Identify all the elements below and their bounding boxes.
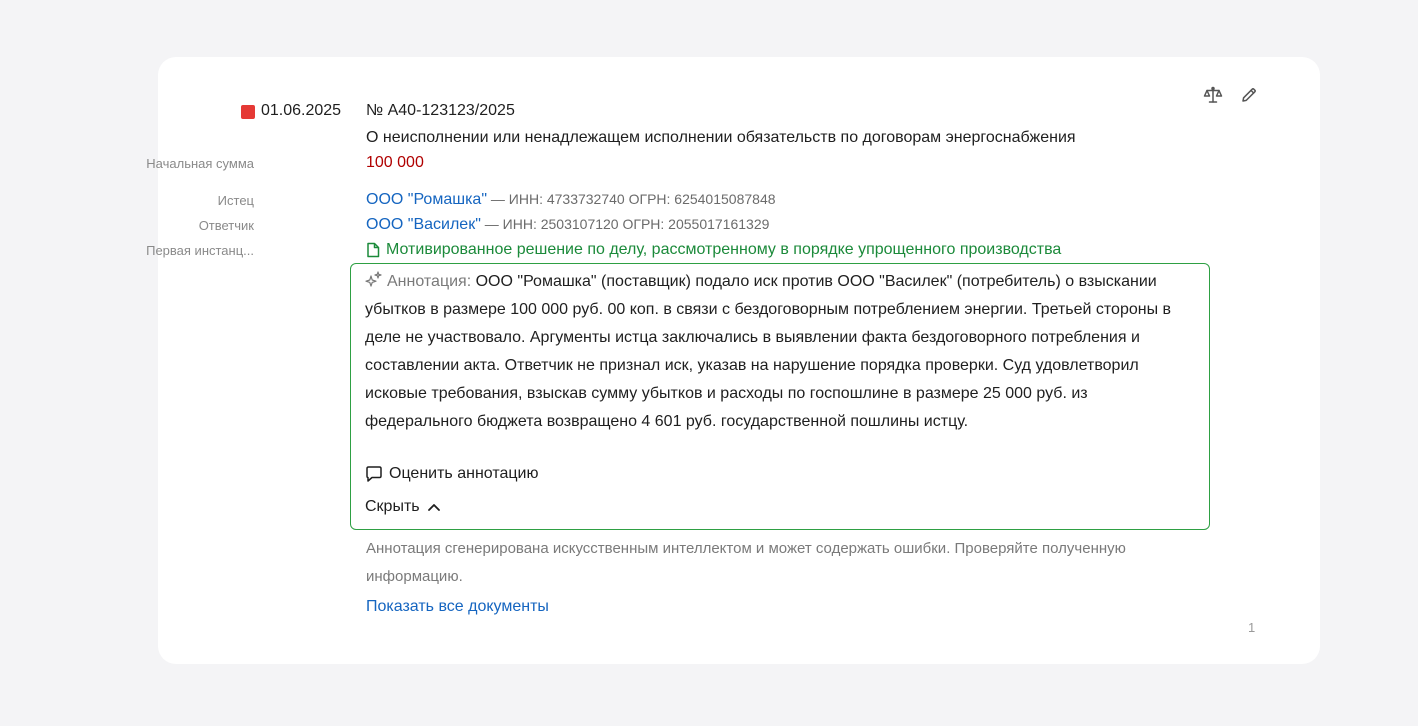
card-actions [1202, 84, 1260, 106]
annotation-body [365, 268, 1197, 436]
page-number: 1 [1248, 620, 1256, 635]
show-all-documents-link[interactable]: Показать все документы [366, 598, 549, 615]
defendant-name-link[interactable]: ООО "Василек" [366, 216, 481, 233]
annotation-text: ООО "Ромашка" (поставщик) подало иск против ООО "Василек" (потребитель) о взыскании убытков в размере 100 000 руб. 00 коп. в связи с бездоговорным потреблением энергии. Третьей стороны в деле не участвовало. Аргументы истца заключались в выявлении факта бездоговорного потребления и составлении акта. Ответчик не признал иск, указав на нарушение порядка проверки. Суд удовлетворил исковые требования, взыскав сумму убытков и расходы по госпошлине в размере 25 000 руб. из федерального бюджета возвращено 4 601 руб. государственной пошлины истцу. [365, 273, 1172, 430]
first-instance-document-title: Мотивированное решение по делу, рассмотренному в порядке упрощенного производства [386, 241, 1062, 258]
ai-disclaimer: Аннотация сгенерирована искусственным интеллектом и может содержать ошибки. Проверяйте полученную информацию. [366, 540, 1126, 585]
plaintiff-name-link[interactable]: ООО "Ромашка" [366, 191, 487, 208]
annotation-label: Аннотация: [387, 273, 472, 290]
rate-annotation-label: Оценить аннотацию [389, 465, 539, 482]
defendant-label: Ответчик [198, 218, 254, 233]
initial-sum-label: Начальная сумма [146, 156, 254, 171]
plaintiff-row [366, 191, 776, 209]
first-instance-document-link[interactable] [366, 241, 1061, 259]
case-card [146, 57, 1320, 664]
case-date: 01.06.2025 [261, 102, 342, 119]
case-number[interactable]: № А40-123123/2025 [366, 102, 515, 119]
annotation-panel [350, 263, 1210, 530]
initial-sum-value: 100 000 [366, 154, 424, 171]
case-subject: О неисполнении или ненадлежащем исполнении обязательств по договорам энергоснабжения [366, 129, 1076, 146]
hide-annotation-label: Скрыть [365, 498, 420, 515]
defendant-details: — ИНН: 2503107120 ОГРН: 2055017161329 [480, 216, 770, 232]
plaintiff-label: Истец [217, 193, 254, 208]
rate-annotation-button[interactable] [365, 465, 538, 483]
hide-annotation-button[interactable] [365, 498, 441, 516]
chevron-up-icon [427, 502, 441, 512]
scales-icon[interactable] [1202, 84, 1224, 106]
defendant-row [366, 216, 769, 234]
plaintiff-details: — ИНН: 4733732740 ОГРН: 6254015087848 [487, 191, 776, 207]
status-indicator [241, 105, 255, 119]
pencil-icon[interactable] [1238, 84, 1260, 106]
first-instance-label: Первая инстанц... [146, 243, 254, 258]
comment-icon [365, 465, 383, 483]
document-icon [366, 242, 380, 258]
sparkle-icon [365, 271, 383, 287]
